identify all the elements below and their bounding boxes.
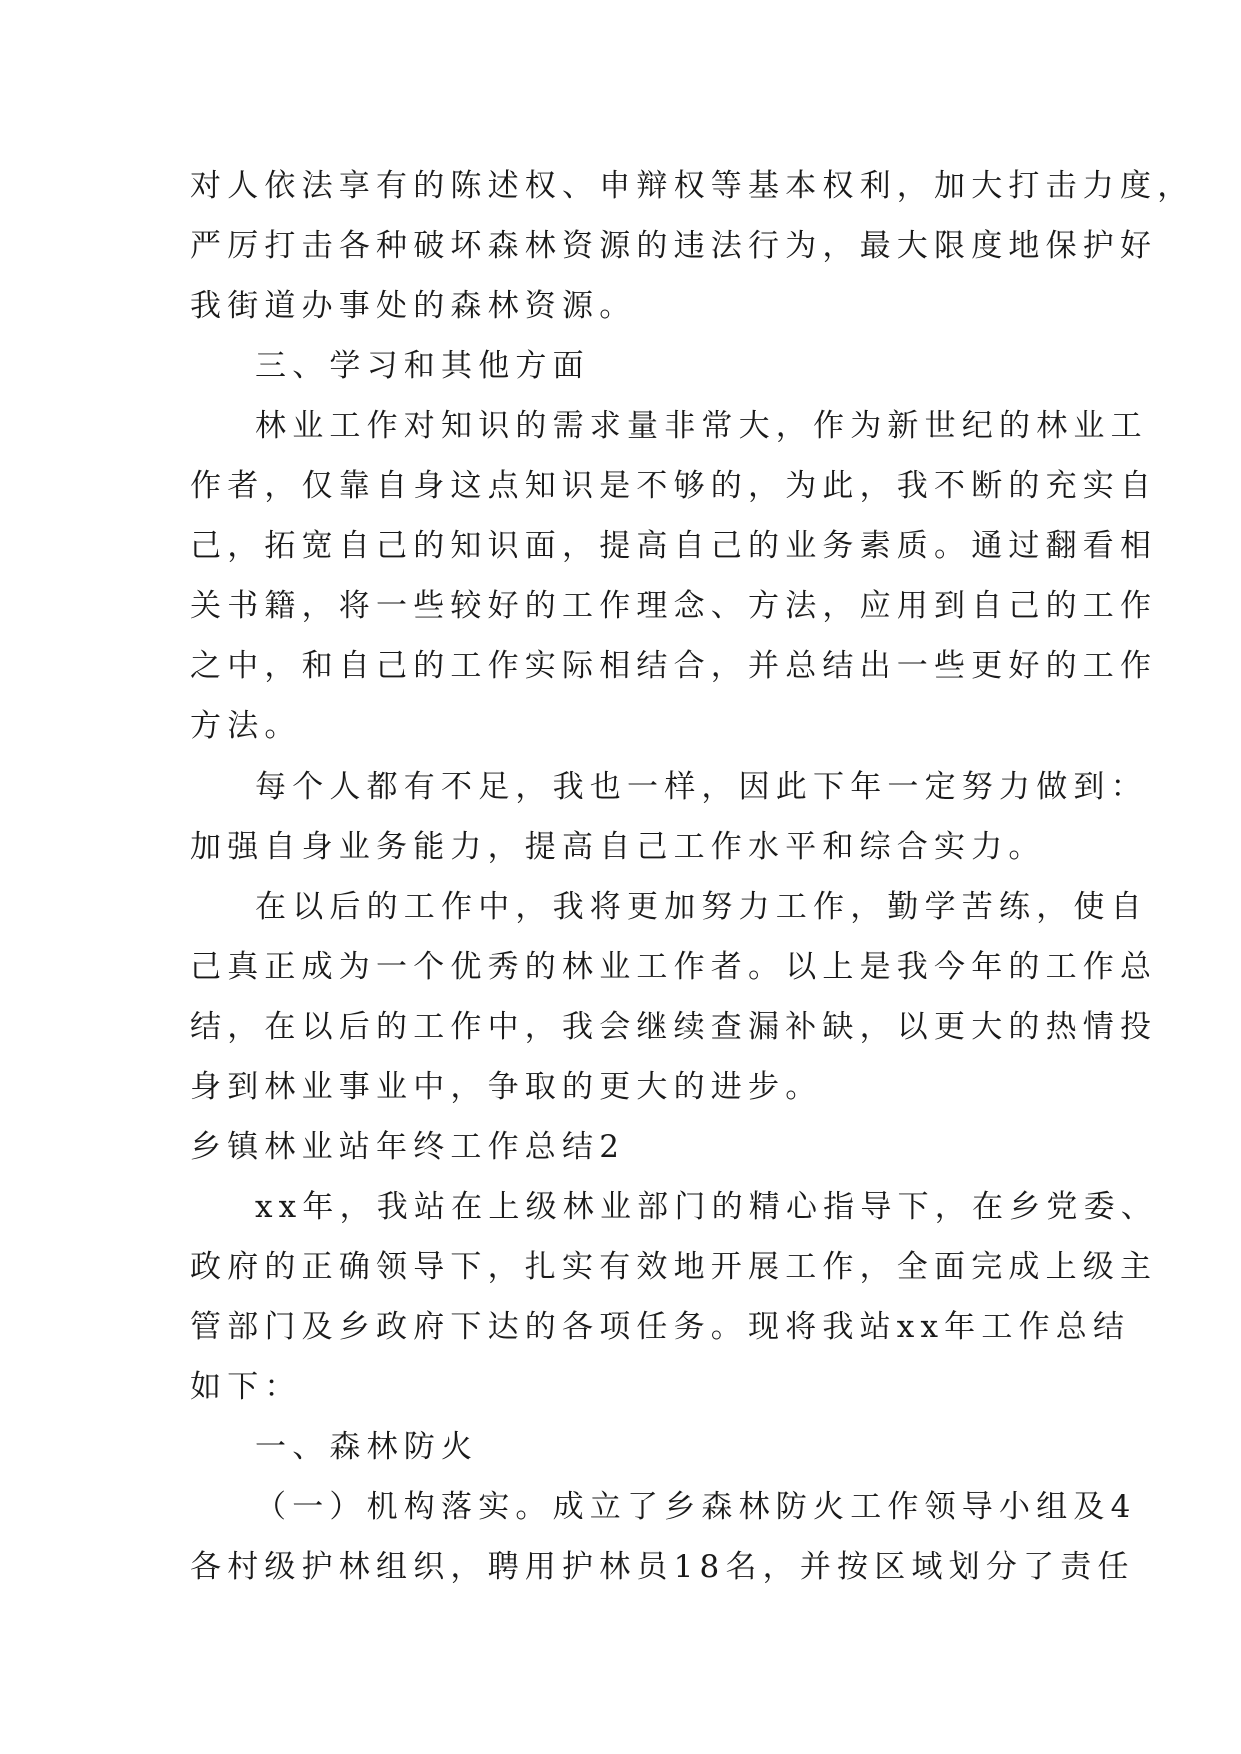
paragraph-line: 关书籍，将一些较好的工作理念、方法，应用到自己的工作 <box>190 588 1158 624</box>
paragraph-line: 我街道办事处的森林资源。 <box>190 288 637 324</box>
paragraph-line: （一）机构落实。成立了乡森林防火工作领导小组及4 <box>255 1489 1137 1525</box>
paragraph-line: 作者，仅靠自身这点知识是不够的，为此，我不断的充实自 <box>190 468 1158 504</box>
paragraph-line: 严厉打击各种破坏森林资源的违法行为，最大限度地保护好 <box>190 228 1158 264</box>
section-heading: 一、森林防火 <box>255 1429 479 1465</box>
paragraph-line: xx年，我站在上级林业部门的精心指导下，在乡党委、 <box>255 1189 1158 1225</box>
paragraph-line: 各村级护林组织，聘用护林员18名，并按区域划分了责任 <box>190 1549 1135 1585</box>
paragraph-line: 己，拓宽自己的知识面，提高自己的业务素质。通过翻看相 <box>190 528 1158 564</box>
document-title: 乡镇林业站年终工作总结2 <box>190 1129 626 1165</box>
paragraph-line: 每个人都有不足，我也一样，因此下年一定努力做到： <box>255 769 1148 805</box>
section-heading: 三、学习和其他方面 <box>255 348 590 384</box>
paragraph-line: 加强自身业务能力，提高自己工作水平和综合实力。 <box>190 829 1046 865</box>
paragraph-line: 在以后的工作中，我将更加努力工作，勤学苦练，使自 <box>255 889 1148 925</box>
paragraph-line: 结，在以后的工作中，我会继续查漏补缺，以更大的热情投 <box>190 1009 1158 1045</box>
paragraph-line: 身到林业事业中，争取的更大的进步。 <box>190 1069 823 1105</box>
paragraph-line: 林业工作对知识的需求量非常大，作为新世纪的林业工 <box>255 408 1148 444</box>
paragraph-line: 管部门及乡政府下达的各项任务。现将我站xx年工作总结 <box>190 1309 1131 1345</box>
paragraph-line: 方法。 <box>190 708 302 744</box>
paragraph-line: 之中，和自己的工作实际相结合，并总结出一些更好的工作 <box>190 648 1158 684</box>
paragraph-line: 如下： <box>190 1369 302 1405</box>
paragraph-line: 对人依法享有的陈述权、申辩权等基本权利，加大打击力度， <box>190 168 1195 204</box>
paragraph-line: 政府的正确领导下，扎实有效地开展工作，全面完成上级主 <box>190 1249 1158 1285</box>
paragraph-line: 己真正成为一个优秀的林业工作者。以上是我今年的工作总 <box>190 949 1158 985</box>
